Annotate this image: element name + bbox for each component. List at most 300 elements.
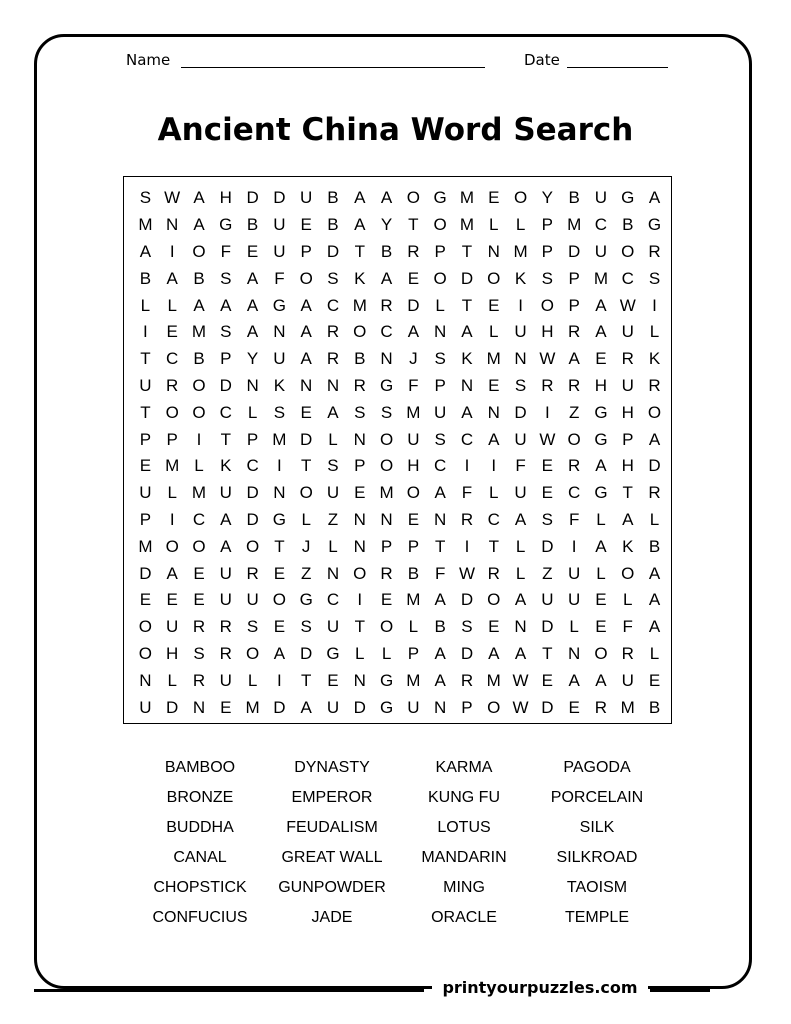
grid-letter: A xyxy=(461,402,473,422)
grid-letter: U xyxy=(139,697,152,717)
grid-letter: T xyxy=(542,643,553,663)
word-list-item: SILK xyxy=(579,819,615,836)
grid-letter: H xyxy=(621,402,634,422)
grid-letter: L xyxy=(569,617,579,637)
grid-letter: L xyxy=(167,670,177,690)
grid-letter: E xyxy=(300,402,312,422)
grid-letter: E xyxy=(246,241,259,261)
grid-letter: A xyxy=(488,643,500,663)
puzzle-grid xyxy=(132,185,668,721)
date-line xyxy=(567,67,668,68)
grid-letter: E xyxy=(407,509,420,529)
grid-letter: O xyxy=(540,295,554,315)
grid-letter: E xyxy=(300,215,312,235)
grid-letter: T xyxy=(140,402,151,422)
grid-letter: D xyxy=(300,429,313,449)
grid-letter: D xyxy=(273,697,286,717)
grid-letter: H xyxy=(541,322,554,342)
grid-letter: S xyxy=(220,268,232,288)
word-list-item: PORCELAIN xyxy=(550,789,644,806)
grid-letter: I xyxy=(169,241,175,261)
grid-letter: M xyxy=(165,456,180,476)
grid-letter: B xyxy=(380,241,393,261)
grid-letter: E xyxy=(273,563,286,583)
grid-letter: E xyxy=(488,188,500,208)
grid-letter: U xyxy=(568,563,581,583)
grid-letter: U xyxy=(407,697,420,717)
grid-letter: E xyxy=(193,563,205,583)
grid-letter: A xyxy=(648,429,661,449)
word-list-item: KARMA xyxy=(435,759,493,776)
grid-letter: G xyxy=(647,215,662,235)
grid-letter: L xyxy=(489,483,499,503)
grid-letter: B xyxy=(246,215,259,235)
grid-letter: R xyxy=(594,697,608,717)
grid-letter: M xyxy=(620,697,635,717)
footer-line-right xyxy=(650,989,710,992)
grid-letter: G xyxy=(326,643,340,663)
grid-letter: A xyxy=(380,188,393,208)
grid-letter: E xyxy=(166,322,178,342)
grid-letter: P xyxy=(568,295,580,315)
grid-letter: O xyxy=(433,268,447,288)
grid-letter: O xyxy=(353,563,367,583)
grid-letter: L xyxy=(247,402,258,422)
grid-letter: G xyxy=(219,215,233,235)
grid-letter: A xyxy=(648,617,661,637)
grid-letter: P xyxy=(380,536,393,556)
grid-letter: I xyxy=(169,509,175,529)
grid-letter: N xyxy=(353,536,366,556)
grid-letter: O xyxy=(621,563,635,583)
grid-letter: U xyxy=(219,590,232,610)
grid-letter: A xyxy=(220,536,232,556)
grid-letter: O xyxy=(647,402,662,422)
grid-letter: A xyxy=(246,268,259,288)
grid-letter: O xyxy=(379,456,394,476)
grid-letter: D xyxy=(541,697,554,717)
grid-letter: A xyxy=(380,268,393,288)
grid-letter: U xyxy=(326,617,340,637)
grid-letter: L xyxy=(489,322,499,342)
grid-letter: C xyxy=(326,590,340,610)
grid-letter: M xyxy=(379,483,394,503)
word-list-item: FEUDALISM xyxy=(286,819,378,836)
grid-letter: S xyxy=(514,375,527,395)
grid-letter: I xyxy=(277,456,282,476)
grid-letter: S xyxy=(541,509,554,529)
grid-letter: A xyxy=(220,509,232,529)
grid-letter: A xyxy=(300,349,312,369)
grid-letter: I xyxy=(357,590,363,610)
grid-letter: D xyxy=(139,563,152,583)
grid-letter: E xyxy=(139,590,152,610)
grid-letter: D xyxy=(219,375,232,395)
grid-letter: N xyxy=(514,349,527,369)
grid-letter: E xyxy=(354,483,366,503)
grid-letter: K xyxy=(461,349,473,369)
grid-letter: M xyxy=(486,670,501,690)
grid-letter: O xyxy=(487,697,501,717)
grid-letter: B xyxy=(193,349,205,369)
grid-letter: H xyxy=(166,643,179,663)
grid-letter: D xyxy=(273,188,286,208)
grid-letter: F xyxy=(274,268,285,288)
grid-letter: O xyxy=(379,617,394,637)
grid-letter: D xyxy=(568,241,581,261)
grid-letter: L xyxy=(623,590,633,610)
grid-letter: A xyxy=(300,295,312,315)
grid-letter: D xyxy=(541,536,554,556)
grid-letter: U xyxy=(219,483,232,503)
grid-letter: R xyxy=(166,375,179,395)
grid-letter: A xyxy=(166,268,178,288)
grid-letter: G xyxy=(594,402,608,422)
grid-letter: S xyxy=(354,402,366,422)
grid-letter: M xyxy=(567,215,582,235)
grid-letter: K xyxy=(648,349,661,369)
grid-letter: B xyxy=(407,563,420,583)
grid-letter: U xyxy=(273,215,286,235)
grid-letter: U xyxy=(568,590,581,610)
grid-letter: R xyxy=(648,483,661,503)
word-list-item: MING xyxy=(443,879,485,896)
grid-letter: L xyxy=(408,617,419,637)
grid-letter: O xyxy=(513,188,528,208)
grid-letter: I xyxy=(143,322,148,342)
grid-letter: F xyxy=(515,456,526,476)
grid-letter: D xyxy=(246,509,259,529)
grid-letter: O xyxy=(165,402,179,422)
grid-letter: S xyxy=(327,456,339,476)
grid-letter: R xyxy=(326,349,340,369)
grid-letter: N xyxy=(300,375,313,395)
grid-letter: A xyxy=(514,643,527,663)
grid-letter: N xyxy=(139,670,152,690)
page-title: Ancient China Word Search xyxy=(157,112,634,148)
grid-letter: A xyxy=(595,456,607,476)
word-list-item: GREAT WALL xyxy=(281,849,383,866)
grid-letter: R xyxy=(621,643,634,663)
grid-letter: P xyxy=(622,429,634,449)
grid-letter: U xyxy=(541,590,554,610)
grid-letter: O xyxy=(192,402,206,422)
grid-letter: P xyxy=(461,697,473,717)
grid-letter: R xyxy=(568,456,581,476)
grid-letter: A xyxy=(622,509,634,529)
grid-letter: O xyxy=(138,643,153,663)
grid-letter: B xyxy=(622,215,634,235)
grid-letter: S xyxy=(220,322,232,342)
grid-letter: W xyxy=(619,295,636,315)
word-list-item: BUDDHA xyxy=(166,819,234,836)
grid-letter: C xyxy=(380,322,393,342)
grid-letter: U xyxy=(621,670,634,690)
grid-letter: L xyxy=(247,670,258,690)
grid-letter: N xyxy=(273,322,286,342)
grid-letter: R xyxy=(407,241,420,261)
grid-letter: U xyxy=(594,188,608,208)
grid-letter: R xyxy=(380,563,393,583)
grid-letter: O xyxy=(594,643,608,663)
grid-letter: L xyxy=(596,509,606,529)
grid-letter: B xyxy=(434,617,446,637)
grid-letter: G xyxy=(379,670,394,690)
grid-letter: P xyxy=(541,241,554,261)
grid-letter: L xyxy=(381,643,392,663)
word-list-item: CANAL xyxy=(173,849,227,866)
grid-letter: O xyxy=(406,188,420,208)
grid-letter: G xyxy=(379,375,394,395)
grid-letter: P xyxy=(354,456,366,476)
grid-letter: N xyxy=(166,215,179,235)
grid-letter: S xyxy=(273,402,286,422)
grid-letter: O xyxy=(299,268,313,288)
word-list-item: DYNASTY xyxy=(294,759,370,776)
grid-letter: L xyxy=(489,215,499,235)
grid-letter: G xyxy=(594,483,608,503)
grid-letter: G xyxy=(621,188,635,208)
grid-letter: A xyxy=(595,536,607,556)
grid-letter: L xyxy=(140,295,151,315)
grid-letter: I xyxy=(277,670,282,690)
grid-letter: W xyxy=(512,670,529,690)
grid-letter: M xyxy=(138,215,153,235)
grid-letter: M xyxy=(459,188,475,208)
grid-letter: S xyxy=(434,349,446,369)
grid-letter: M xyxy=(459,215,475,235)
grid-letter: A xyxy=(595,670,607,690)
grid-letter: D xyxy=(166,697,179,717)
grid-letter: A xyxy=(300,322,312,342)
grid-letter: O xyxy=(165,536,179,556)
grid-letter: Y xyxy=(246,349,259,369)
grid-letter: S xyxy=(541,268,554,288)
grid-letter: N xyxy=(434,322,447,342)
grid-letter: S xyxy=(246,617,259,637)
grid-letter: O xyxy=(245,536,260,556)
grid-letter: D xyxy=(648,456,661,476)
grid-letter: D xyxy=(246,188,259,208)
grid-letter: T xyxy=(488,536,499,556)
grid-letter: I xyxy=(464,456,470,476)
grid-letter: Z xyxy=(300,563,312,583)
grid-letter: E xyxy=(139,456,152,476)
grid-letter: I xyxy=(652,295,657,315)
puzzle-grid-box xyxy=(123,176,672,724)
grid-letter: A xyxy=(488,429,500,449)
grid-letter: R xyxy=(353,375,366,395)
grid-letter: B xyxy=(327,188,339,208)
grid-letter: N xyxy=(487,402,500,422)
grid-letter: M xyxy=(191,483,207,503)
grid-letter: A xyxy=(193,295,205,315)
grid-letter: P xyxy=(166,429,178,449)
grid-letter: U xyxy=(514,322,527,342)
grid-letter: I xyxy=(544,402,550,422)
grid-letter: M xyxy=(245,697,260,717)
word-list-item: TAOISM xyxy=(566,879,628,896)
grid-letter: F xyxy=(568,509,580,529)
grid-letter: U xyxy=(273,349,286,369)
grid-letter: A xyxy=(327,402,339,422)
grid-letter: H xyxy=(594,375,608,395)
grid-letter: A xyxy=(514,509,527,529)
grid-letter: R xyxy=(326,322,340,342)
grid-letter: O xyxy=(406,483,420,503)
grid-letter: Z xyxy=(568,402,580,422)
footer-line-left xyxy=(34,989,424,992)
grid-letter: Z xyxy=(327,509,339,529)
word-list-item: PAGODA xyxy=(563,759,631,776)
grid-letter: G xyxy=(379,697,394,717)
grid-letter: R xyxy=(460,509,474,529)
grid-letter: T xyxy=(461,295,473,315)
grid-letter: E xyxy=(648,670,661,690)
grid-letter: A xyxy=(407,322,420,342)
grid-letter: R xyxy=(380,295,393,315)
grid-letter: O xyxy=(138,617,153,637)
grid-letter: C xyxy=(219,402,232,422)
date-label: Date xyxy=(524,51,560,69)
grid-letter: E xyxy=(595,349,607,369)
grid-letter: S xyxy=(300,617,312,637)
grid-letter: S xyxy=(434,429,446,449)
grid-letter: R xyxy=(648,375,661,395)
grid-letter: N xyxy=(434,509,447,529)
grid-letter: M xyxy=(406,590,421,610)
grid-letter: G xyxy=(299,590,313,610)
grid-letter: A xyxy=(434,590,446,610)
grid-letter: I xyxy=(464,536,470,556)
grid-letter: A xyxy=(648,188,661,208)
word-list-item: LOTUS xyxy=(437,819,491,836)
grid-letter: N xyxy=(487,241,500,261)
grid-letter: N xyxy=(326,563,340,583)
grid-letter: F xyxy=(434,563,446,583)
grid-letter: A xyxy=(568,670,580,690)
grid-letter: D xyxy=(460,643,474,663)
grid-letter: C xyxy=(487,509,500,529)
grid-letter: L xyxy=(515,536,526,556)
grid-letter: I xyxy=(491,456,497,476)
grid-letter: S xyxy=(327,268,339,288)
grid-letter: L xyxy=(649,509,660,529)
grid-letter: K xyxy=(273,375,286,395)
grid-letter: M xyxy=(593,268,609,288)
grid-letter: F xyxy=(622,617,633,637)
grid-letter: M xyxy=(191,322,207,342)
grid-letter: H xyxy=(407,456,420,476)
grid-letter: N xyxy=(353,429,366,449)
grid-letter: T xyxy=(300,670,312,690)
grid-letter: D xyxy=(460,590,474,610)
grid-letter: A xyxy=(434,483,446,503)
grid-letter: A xyxy=(273,643,286,663)
grid-letter: S xyxy=(461,617,473,637)
grid-letter: A xyxy=(354,188,366,208)
grid-letter: B xyxy=(648,536,661,556)
grid-letter: U xyxy=(219,670,232,690)
grid-letter: A xyxy=(461,322,473,342)
grid-letter: P xyxy=(434,375,446,395)
grid-letter: A xyxy=(193,188,205,208)
word-list-item: MANDARIN xyxy=(421,849,507,866)
grid-letter: U xyxy=(594,241,608,261)
grid-letter: E xyxy=(273,617,286,637)
grid-letter: J xyxy=(301,536,311,556)
grid-letter: N xyxy=(568,643,581,663)
grid-letter: M xyxy=(406,670,421,690)
grid-letter: T xyxy=(300,456,312,476)
grid-letter: B xyxy=(568,188,580,208)
word-list-item: JADE xyxy=(311,909,353,926)
grid-letter: H xyxy=(621,456,634,476)
word-list-item: TEMPLE xyxy=(564,909,629,926)
footer-site: printyourpuzzles.com xyxy=(432,975,648,1001)
grid-letter: D xyxy=(326,241,340,261)
grid-letter: U xyxy=(219,563,232,583)
grid-letter: N xyxy=(514,617,527,637)
grid-letter: N xyxy=(460,375,474,395)
grid-letter: A xyxy=(166,563,178,583)
grid-letter: P xyxy=(300,241,312,261)
grid-letter: G xyxy=(272,509,286,529)
grid-letter: L xyxy=(328,429,338,449)
word-list-item: BAMBOO xyxy=(164,759,236,776)
grid-letter: A xyxy=(514,590,527,610)
grid-letter: U xyxy=(514,483,527,503)
grid-letter: E xyxy=(595,617,607,637)
grid-letter: C xyxy=(326,295,340,315)
grid-letter: U xyxy=(139,483,152,503)
grid-letter: E xyxy=(541,456,554,476)
grid-letter: E xyxy=(595,590,607,610)
grid-letter: P xyxy=(434,241,446,261)
grid-letter: E xyxy=(166,590,178,610)
grid-letter: D xyxy=(514,402,527,422)
grid-letter: A xyxy=(246,322,259,342)
grid-letter: L xyxy=(167,483,177,503)
grid-letter: D xyxy=(460,268,474,288)
grid-letter: A xyxy=(300,697,312,717)
grid-letter: T xyxy=(434,536,446,556)
grid-letter: C xyxy=(246,456,259,476)
grid-letter: A xyxy=(434,670,446,690)
grid-letter: U xyxy=(407,429,420,449)
grid-letter: C xyxy=(594,215,608,235)
grid-letter: U xyxy=(621,375,634,395)
grid-letter: R xyxy=(487,563,500,583)
grid-letter: E xyxy=(488,295,500,315)
grid-letter: N xyxy=(353,670,366,690)
grid-letter: P xyxy=(541,215,554,235)
grid-letter: W xyxy=(458,563,475,583)
grid-letter: S xyxy=(380,402,393,422)
grid-letter: U xyxy=(300,188,313,208)
grid-letter: S xyxy=(193,643,205,663)
grid-letter: T xyxy=(408,215,419,235)
grid-letter: C xyxy=(568,483,581,503)
grid-letter: G xyxy=(272,295,286,315)
grid-letter: T xyxy=(274,536,285,556)
grid-letter: B xyxy=(327,215,339,235)
grid-letter: T xyxy=(354,241,365,261)
name-label: Name xyxy=(126,51,171,69)
grid-letter: N xyxy=(380,509,393,529)
grid-letter: U xyxy=(514,429,527,449)
grid-letter: F xyxy=(220,241,231,261)
